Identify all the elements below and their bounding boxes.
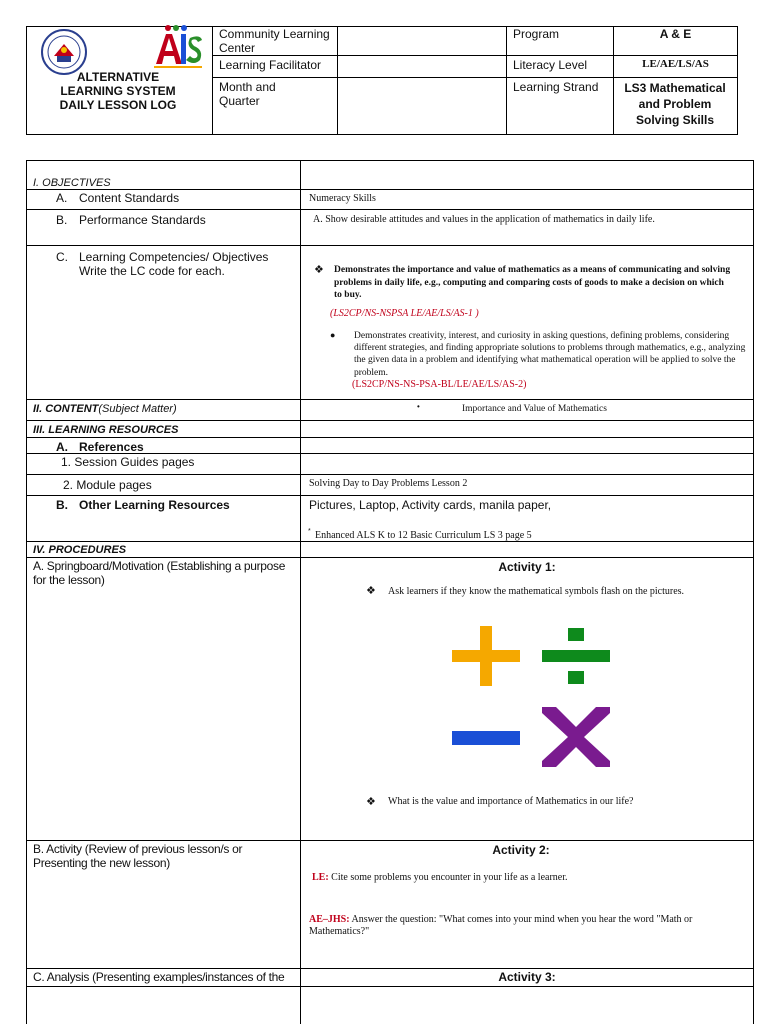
other-resources-note: Enhanced ALS K to 12 Basic Curriculum LS 3 page 5 — [315, 530, 532, 541]
content-standards-value: Numeracy Skills — [309, 193, 376, 204]
springboard-label: A. Springboard/Motivation (Establishing a purpose for the lesson) — [33, 559, 286, 587]
content-standards-label: Content Standards — [79, 191, 180, 205]
activity-1-diamond-icon: ❖ — [366, 585, 376, 597]
other-resources-value: Pictures, Laptop, Activity cards, manila paper, — [309, 498, 552, 512]
activity-label: B. Activity (Review of previous lesson/s or Presenting the new lesson) — [33, 842, 243, 870]
strand-label: Learning Strand — [513, 80, 599, 94]
diamond-bullet-icon: ❖ — [314, 264, 324, 276]
module-pages-value: Solving Day to Day Problems Lesson 2 — [309, 478, 468, 489]
divide-symbol-icon — [542, 626, 610, 686]
clc-label: Community Learning Center — [219, 27, 330, 55]
competency-1-text: Demonstrates the importance and value of mathematics as a means of communicating and solving problems in daily life, e.g., computing and comparing costs of goods to make a decision on which to buy. — [334, 265, 731, 300]
performance-standards-label: Performance Standards — [79, 213, 206, 227]
other-resources-marker: B. — [56, 498, 68, 512]
activity-2-ae — [309, 914, 749, 938]
activity-1-title: Activity 1: — [498, 560, 556, 574]
procedures-heading: IV. PROCEDURES — [33, 544, 127, 556]
references-marker: A. — [56, 440, 68, 454]
competencies-label: Learning Competencies/ Objectives Write the LC code for each. — [79, 250, 269, 278]
competencies-marker: C. — [56, 250, 68, 264]
activity-2-le-tag: LE: — [312, 872, 329, 883]
performance-standards-value: A. Show desirable attitudes and values in the application of mathematics in daily life. — [313, 214, 655, 225]
times-symbol-icon — [542, 707, 610, 767]
activity-2-title: Activity 2: — [492, 843, 550, 857]
deped-seal-icon — [40, 28, 88, 76]
facilitator-field[interactable] — [338, 56, 505, 76]
activity-1-diamond-icon-2: ❖ — [366, 796, 376, 808]
other-note-asterisk: * — [308, 528, 311, 535]
program-label: Program — [513, 27, 560, 41]
other-resources-label: Other Learning Resources — [79, 498, 230, 512]
content-heading-main: II. CONTENT — [33, 403, 99, 415]
content-value: Importance and Value of Mathematics — [462, 404, 607, 414]
activity-1-question-2: What is the value and importance of Mathematics in our life? — [388, 796, 634, 807]
activity-1-question-1: Ask learners if they know the mathematical symbols flash on the pictures. — [388, 586, 685, 597]
system-title: ALTERNATIVE LEARNING SYSTEM DAILY LESSON LOG — [59, 70, 177, 112]
competency-2-text: Demonstrates creativity, interest, and curiosity in asking questions, defining problems, considering different strategies, and finding appropriate solutions to problems through mathematics, e.g., analyzing the given data in a problem and identifying what mathematical operation will be applied to solve the problem. — [354, 331, 746, 378]
competency-1-code: (LS2CP/NS-NSPSA LE/AE/LS/AS-1 ) — [330, 308, 479, 319]
minus-symbol-icon — [452, 728, 520, 748]
competency-2-code: (LS2CP/NS-NS-PSA-BL/LE/AE/LS/AS-2) — [352, 379, 527, 390]
performance-standards-marker: B. — [56, 213, 68, 227]
month-quarter-field[interactable] — [338, 78, 505, 133]
resources-heading: III. LEARNING RESOURCES — [33, 424, 179, 436]
activity-2-le-text: Cite some problems you encounter in your life as a learner. — [331, 872, 568, 883]
facilitator-label: Learning Facilitator — [219, 58, 322, 72]
session-guides-label: 1. Session Guides pages — [61, 455, 195, 469]
month-quarter-label: Month and Quarter — [219, 80, 276, 108]
plus-symbol-icon — [452, 626, 520, 686]
activity-2-ae-text: Answer the question: "What comes into your mind when you hear the word "Math or Mathematics?" — [309, 914, 693, 937]
literacy-label: Literacy Level — [513, 58, 588, 72]
content-heading — [33, 402, 177, 416]
activity-2-ae-tag: AE–JHS: — [309, 914, 350, 925]
program-value: A & E — [659, 27, 692, 41]
literacy-value: LE/AE/LS/AS — [642, 58, 709, 70]
content-bullet-icon: • — [417, 402, 420, 411]
module-pages-label: 2. Module pages — [63, 478, 152, 492]
bullet-dot-icon: ● — [330, 330, 336, 340]
content-heading-sub: (Subject Matter) — [98, 403, 177, 415]
analysis-label: C. Analysis (Presenting examples/instances of the — [33, 970, 285, 984]
content-standards-marker: A. — [56, 191, 68, 205]
als-logo-icon — [150, 24, 206, 72]
activity-2-le — [312, 872, 568, 884]
objectives-heading: I. OBJECTIVES — [33, 177, 111, 189]
strand-value: LS3 Mathematical and Problem Solving Skills — [624, 81, 726, 127]
references-label: References — [79, 440, 144, 454]
activity-3-title: Activity 3: — [498, 970, 556, 984]
clc-field[interactable] — [338, 27, 505, 54]
